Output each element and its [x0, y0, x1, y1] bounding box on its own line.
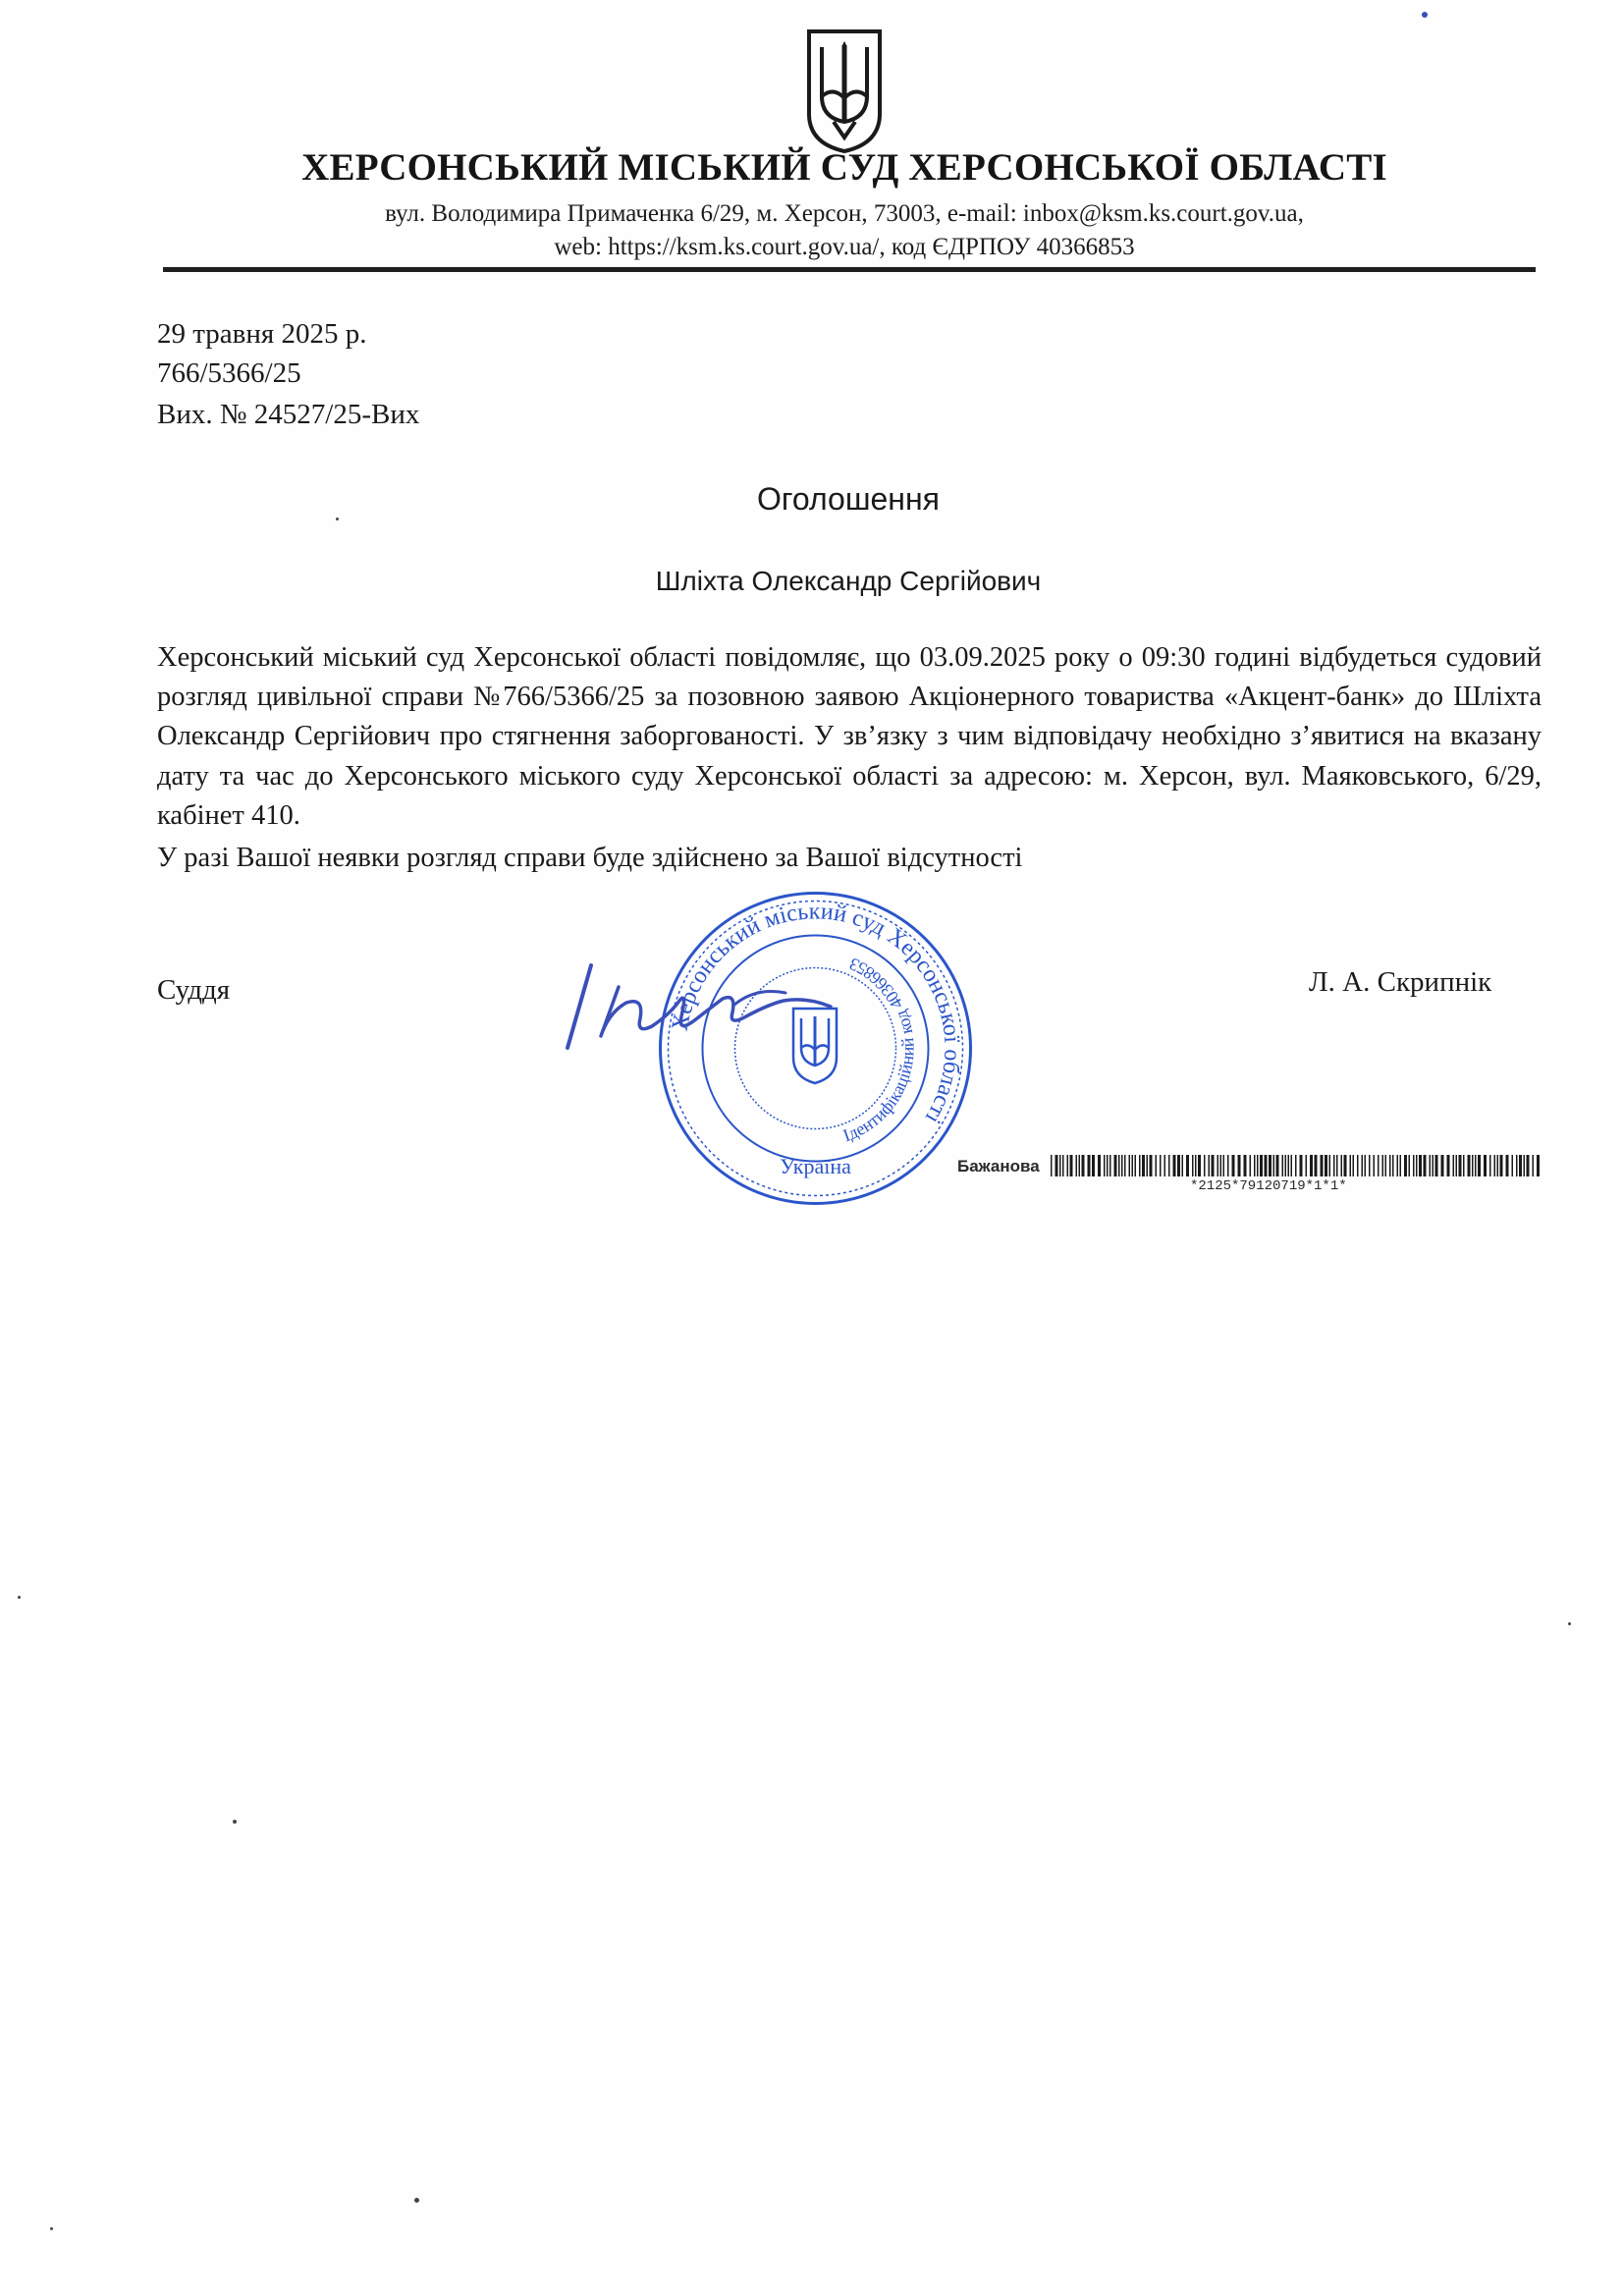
barcode-bar [1362, 1155, 1364, 1176]
barcode-bar [1132, 1155, 1134, 1176]
barcode-bar [1382, 1155, 1384, 1176]
barcode-bar [1416, 1155, 1418, 1176]
barcode-bar [1273, 1155, 1275, 1176]
barcode-bar [1456, 1155, 1458, 1176]
barcode-bar [1468, 1155, 1471, 1176]
barcode-bar [1160, 1155, 1162, 1176]
barcode-bar [1070, 1155, 1073, 1176]
barcode-bar [1204, 1155, 1206, 1176]
document-date: 29 травня 2025 р. [157, 318, 367, 350]
barcode-bar [1506, 1155, 1509, 1176]
barcode-bar [1397, 1155, 1399, 1176]
barcode-bar [1227, 1155, 1229, 1176]
barcode-bar [1475, 1155, 1477, 1176]
barcode-bar [1409, 1155, 1411, 1176]
barcode-bar [1109, 1155, 1111, 1176]
barcode-bar [1374, 1155, 1376, 1176]
barcode-bar [1533, 1155, 1535, 1176]
barcode-bar [1537, 1155, 1540, 1176]
barcode-bar [1365, 1155, 1367, 1176]
barcode-bar [1276, 1155, 1279, 1176]
barcode-bar [1310, 1155, 1313, 1176]
barcode-bar [1357, 1155, 1359, 1176]
addressee-name: Шліхта Олександр Сергійович [655, 566, 1042, 596]
barcode-bar [1250, 1155, 1252, 1176]
barcode-label: Бажанова [957, 1157, 1040, 1175]
scan-speck [50, 2227, 53, 2230]
barcode-bar [1527, 1155, 1530, 1176]
barcode-bar [1104, 1155, 1106, 1176]
barcode-bar [1079, 1155, 1081, 1176]
barcode-bar [1400, 1155, 1402, 1176]
barcode-bar [1147, 1155, 1149, 1176]
barcode-bar [1062, 1155, 1064, 1176]
barcode-bar [1516, 1155, 1518, 1176]
barcode-bar [1500, 1155, 1503, 1176]
barcode-bar [1156, 1155, 1158, 1176]
barcode-bar [1459, 1155, 1462, 1176]
seal-inner-text: Ідентифікаційний код 40366853 [839, 954, 918, 1146]
barcode-bar [1494, 1155, 1496, 1176]
barcode-bar [1325, 1155, 1327, 1176]
barcode-bar [1098, 1155, 1101, 1176]
barcode-bar [1424, 1155, 1427, 1176]
barcode-bar [1453, 1155, 1455, 1176]
tryzub-icon [804, 27, 885, 155]
barcode-bar [1220, 1155, 1222, 1176]
barcode-bar [1315, 1155, 1318, 1176]
barcode-bar [1067, 1155, 1069, 1176]
barcode-bar [1177, 1155, 1180, 1176]
barcode-bar [1344, 1155, 1347, 1176]
barcode-bar [1336, 1155, 1338, 1176]
barcode-bar [1419, 1155, 1422, 1176]
case-number: 766/5366/25 [157, 357, 301, 389]
barcode-bar [1447, 1155, 1450, 1176]
barcode-bar [1254, 1155, 1256, 1176]
scan-speck [336, 518, 339, 520]
court-address-line: вул. Володимира Примаченка 6/29, м. Херсон, 73003, e-mail: inbox@ksm.ks.court.gov.ua, [385, 200, 1304, 227]
barcode-bar [1092, 1155, 1095, 1176]
barcode-bar [1217, 1155, 1219, 1176]
barcode-bar [1291, 1155, 1293, 1176]
barcode-bar [1350, 1155, 1352, 1176]
barcode-bar [1192, 1155, 1194, 1176]
barcode-bar [1257, 1155, 1259, 1176]
barcode-bar [1472, 1155, 1474, 1176]
barcode-bar [1484, 1155, 1487, 1176]
barcode-bar [1244, 1155, 1247, 1176]
barcode-bar [1524, 1155, 1526, 1176]
barcode-bar [1265, 1155, 1268, 1176]
judge-label: Суддя [157, 974, 231, 1006]
barcode-bar [1430, 1155, 1432, 1176]
barcode-bar [1329, 1155, 1331, 1176]
barcode-bar [1497, 1155, 1499, 1176]
barcode-bar [1076, 1155, 1078, 1176]
scan-speck [414, 2198, 419, 2203]
barcode-bar [1135, 1155, 1137, 1176]
barcode-bar [1055, 1155, 1058, 1176]
barcode-bar [1478, 1155, 1481, 1176]
barcode-bar [1124, 1155, 1126, 1176]
barcode-bar [1168, 1155, 1170, 1176]
barcode-bar [1435, 1155, 1438, 1176]
barcode-bar [1059, 1155, 1061, 1176]
court-name: ХЕРСОНСЬКИЙ МІСЬКИЙ СУД ХЕРСОНСЬКОЇ ОБЛАСТІ [301, 146, 1387, 189]
barcode-bar [1512, 1155, 1514, 1176]
barcode-bar [1209, 1155, 1211, 1176]
barcode-bar [1433, 1155, 1434, 1176]
barcode-bar [1173, 1155, 1176, 1176]
outgoing-number: Вих. № 24527/25-Вих [157, 399, 420, 430]
barcode-bar [1321, 1155, 1324, 1176]
announcement-text: Херсонський міський суд Херсонської області повідомляє, що 03.09.2025 року о 09:30 годині відбудеться судовий розгляд цивільної справи №766/5366/25 за позовною заявою Акціонерного товариства «Акцент-банк» до Шліхта Олександр Сергійович про стягнення заборгованості. У зв’язку з чим відповідачу необхідно з’явитися на вказану дату та час до Херсонського міського суду Херсонської області за адресою: м. Херсон, вул. Маяковського, 6/29, кабінет 410. [157, 642, 1542, 831]
barcode-bar [1489, 1155, 1491, 1176]
barcode-bar [1186, 1155, 1189, 1176]
announcement-paragraph [157, 638, 1542, 836]
barcode-bar [1150, 1155, 1153, 1176]
barcode-bar [1223, 1155, 1225, 1176]
barcode-bar [1341, 1155, 1343, 1176]
barcode-bar [1385, 1155, 1387, 1176]
barcode-bar [1082, 1155, 1085, 1176]
barcode-number: *2125*7912071​9*1*1* [1190, 1178, 1347, 1194]
barcode-bar [1164, 1155, 1166, 1176]
barcode-bar [1300, 1155, 1303, 1176]
barcode-bar [1295, 1155, 1297, 1176]
barcode-bar [1198, 1155, 1201, 1176]
barcode-bar [1142, 1155, 1145, 1176]
barcode-bar [1369, 1155, 1371, 1176]
barcode-bar [1118, 1155, 1120, 1176]
header-divider [163, 267, 1536, 272]
barcode-bar [1392, 1155, 1394, 1176]
barcode-bar [1378, 1155, 1380, 1176]
barcode-bar [1088, 1155, 1091, 1176]
scan-speck [18, 1596, 21, 1599]
barcode-bar [1353, 1155, 1355, 1176]
barcode-bar [1282, 1155, 1284, 1176]
barcode-bar [1269, 1155, 1271, 1176]
barcode-bar [1129, 1155, 1131, 1176]
barcode-bar [1114, 1155, 1117, 1176]
barcode-bar [1232, 1155, 1235, 1176]
barcode-bar [1260, 1155, 1263, 1176]
scan-speck [233, 1820, 237, 1824]
document-title: Оголошення [757, 481, 940, 517]
barcode-bar [1441, 1155, 1444, 1176]
scan-speck [1422, 12, 1428, 18]
barcode [1051, 1155, 1543, 1176]
barcode-bar [1195, 1155, 1197, 1176]
barcode-bar [1212, 1155, 1215, 1176]
judge-name: Л. А. Скрипнік [1309, 966, 1492, 998]
barcode-bar [1285, 1155, 1287, 1176]
court-web-line: web: https://ksm.ks.court.gov.ua/, код ЄДРПОУ 40366853 [554, 234, 1135, 260]
barcode-bar [1051, 1155, 1053, 1176]
seal-outer-text: Херсонський міський суд Херсонської області [667, 899, 965, 1128]
barcode-bar [1519, 1155, 1522, 1176]
barcode-bar [1389, 1155, 1391, 1176]
barcode-bar [1182, 1155, 1184, 1176]
barcode-bar [1404, 1155, 1407, 1176]
barcode-bar [1121, 1155, 1123, 1176]
barcode-bar [1107, 1155, 1109, 1176]
seal-country-text: Україна [780, 1154, 851, 1178]
judge-signature [550, 957, 844, 1066]
barcode-bar [1333, 1155, 1335, 1176]
barcode-bar [1288, 1155, 1290, 1176]
barcode-bar [1139, 1155, 1141, 1176]
barcode-bar [1463, 1155, 1465, 1176]
scan-speck [1568, 1622, 1571, 1625]
barcode-bar [1413, 1155, 1415, 1176]
absence-notice: У разі Вашої неявки розгляд справи буде здійснено за Вашої відсутності [157, 843, 1023, 873]
barcode-bar [1306, 1155, 1308, 1176]
barcode-bar [1238, 1155, 1241, 1176]
